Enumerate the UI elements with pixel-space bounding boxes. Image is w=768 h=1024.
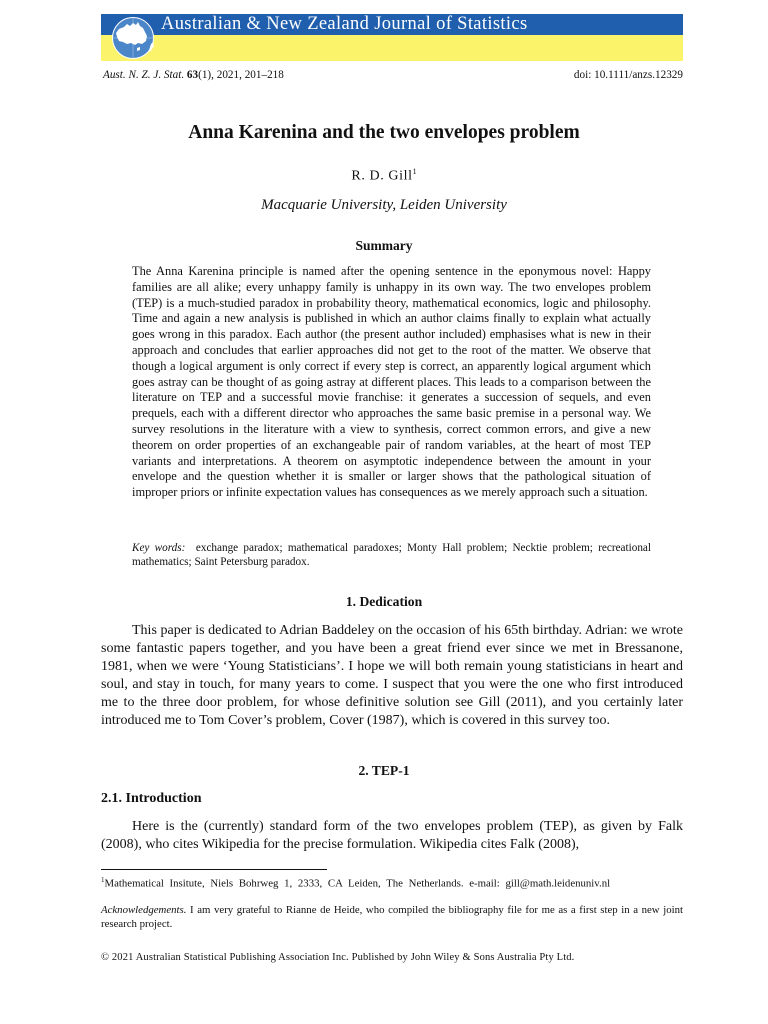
article-title: Anna Karenina and the two envelopes problem [188, 122, 580, 143]
section-heading-tep1: 2. TEP-1 [358, 763, 410, 778]
volume-number: 63 [186, 69, 199, 81]
subsection-heading-introduction: 2.1. Introduction [101, 791, 202, 806]
keywords-list: exchange paradox; mathematical paradoxes; Monty Hall problem; Necktie problem; recreational mathematics; Saint Petersburg paradox. [132, 542, 651, 568]
footnote-acknowledgements [101, 903, 683, 931]
affiliation: Macquarie University, Leiden University [261, 197, 507, 213]
footnote-address-text: Mathematical Insitute, Niels Bohrweg 1, 2333, CA Leiden, The Netherlands. e-mail: gill@math.leidenuniv.nl [104, 877, 611, 890]
journal-banner [101, 14, 683, 61]
author-name: R. D. Gill [351, 168, 413, 184]
keywords [132, 541, 651, 569]
summary-heading: Summary [355, 238, 413, 253]
doi[interactable]: doi: 10.1111/anzs.12329 [573, 69, 683, 81]
copyright-notice: © 2021 Australian Statistical Publishing Association Inc. Published by John Wiley & Sons Australia Pty Ltd. [101, 952, 575, 963]
keywords-label: Key words: [132, 542, 186, 554]
journal-abbrev: Aust. N. Z. J. Stat. [103, 69, 185, 81]
banner-title-bar [101, 14, 683, 35]
footnote-mark: 1 [101, 876, 105, 884]
australia-nz-map-logo [107, 16, 159, 60]
journal-title: Australian & New Zealand Journal of Statistics [161, 14, 528, 34]
author-line [0, 163, 768, 186]
journal-citation [103, 68, 284, 82]
section-heading-dedication: 1. Dedication [345, 594, 423, 609]
acknowledgements-label: Acknowledgements. [101, 904, 187, 916]
footnote-address [101, 873, 683, 891]
footnote-divider [101, 869, 327, 870]
summary-text: The Anna Karenina principle is named after the opening sentence in the eponymous novel: Happy families are all alike; every unhappy family is unhappy in its own way. The two envelopes problem (TEP) is a much-studied paradox in probability theory, mathematical economics, logic and philosophy. Time and again a new analysis is published in which an author claims finally to explain what actually goes wrong in this paradox. Each author (the present author included) emphasises what is new in their approach and concludes that earlier approaches did not get to the root of the matter. We observe that though a logical argument is only correct if every step is correct, an apparently logical argument which goes astray can be thought of as going astray at different places. This leads to a comparison between the literature on TEP and a successful movie franchise: it generates a succession of sequels, and even prequels, each with a different director who approaches the same basic premise in a personal way. We survey resolutions in the literature with a view to synthesis, correct common errors, and give a new theorem on order properties of an exchangeable pair of random variables, at the heart of most TEP variants and interpretations. A theorem on asymptotic independence between the amount in your envelope and the question whether it is smaller or larger shows that the pathological situation of improper priors or infinite expectation values has consequences as we merely approach such a situation. [132, 264, 651, 500]
author-footnote-mark[interactable]: 1 [412, 167, 417, 176]
dedication-paragraph: This paper is dedicated to Adrian Baddeley on the occasion of his 65th birthday. Adrian: we wrote some fantastic papers together, and you have been a great friend ever since we met in Bressanone, 1981, when we were ‘Young Statisticians’. I hope we will both remain young statisticians in heart and soul, and stay in touch, for many years to come. I suspect that you were the one who first introduced me to the three door problem, for whose definitive solution see Gill (2011), and you certainly later introduced me to Tom Cover’s problem, Cover (1987), which is covered in this survey too. [101, 623, 683, 729]
introduction-paragraph: Here is the (currently) standard form of the two envelopes problem (TEP), as given by Falk (2008), who cites Wikipedia for the precise formulation. Wikipedia cites Falk (2008), [101, 819, 683, 853]
issue-pages: (1), 2021, 201–218 [198, 69, 284, 81]
acknowledgements-text: I am very grateful to Rianne de Heide, who compiled the bibliography file for me as a first step in a new joint research project. [101, 904, 683, 931]
